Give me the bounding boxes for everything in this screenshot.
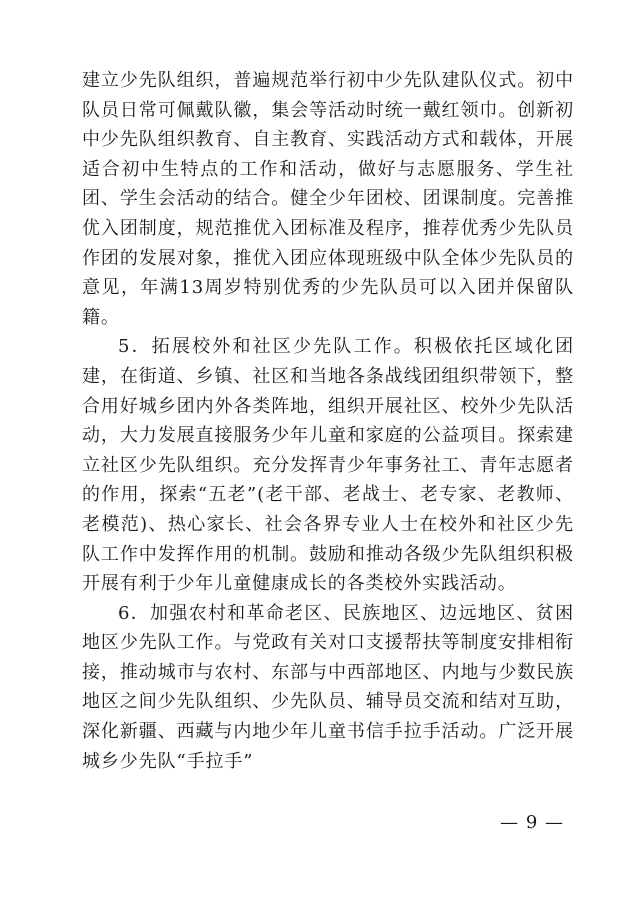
- page-number: — 9 —: [500, 812, 564, 833]
- paragraph-continued: 建立少先队组织，普遍规范举行初中少先队建队仪式。初中队员日常可佩戴队徽，集会等活动时统一戴红领巾。创新初中少先队组织教育、自主教育、实践活动方式和载体，开展适合初中生特点的工作和活动，做好与志愿服务、学生社团、学生会活动的结合。健全少年团校、团课制度。完善推优入团制度，规范推优入团标准及程序，推荐优秀少先队员作团的发展对象，推优入团应体现班级中队全体少先队员的意见，年满13周岁特别优秀的少先队员可以入团并保留队籍。: [82, 70, 574, 328]
- paragraph-item-6: 6．加强农村和革命老区、民族地区、边远地区、贫困地区少先队工作。与党政有关对口支援帮扶等制度安排相衔接，推动城市与农村、东部与中西部地区、内地与少数民族地区之间少先队组织、少先队员、辅导员交流和结对互助，深化新疆、西藏与内地少年儿童书信手拉手活动。广泛开展城乡少先队“手拉手”: [82, 602, 574, 772]
- document-body: [82, 66, 574, 776]
- paragraph-item-5: 5．拓展校外和社区少先队工作。积极依托区域化团建，在街道、乡镇、社区和当地各条战线团组织带领下，整合用好城乡团内外各类阵地，组织开展社区、校外少先队活动，大力发展直接服务少年儿童和家庭的公益项目。探索建立社区少先队组织。充分发挥青少年事务社工、青年志愿者的作用，探索“五老”(老干部、老战士、老专家、老教师、老模范)、热心家长、社会各界专业人士在校外和社区少先队工作中发挥作用的机制。鼓励和推动各级少先队组织积极开展有利于少年儿童健康成长的各类校外实践活动。: [82, 336, 574, 595]
